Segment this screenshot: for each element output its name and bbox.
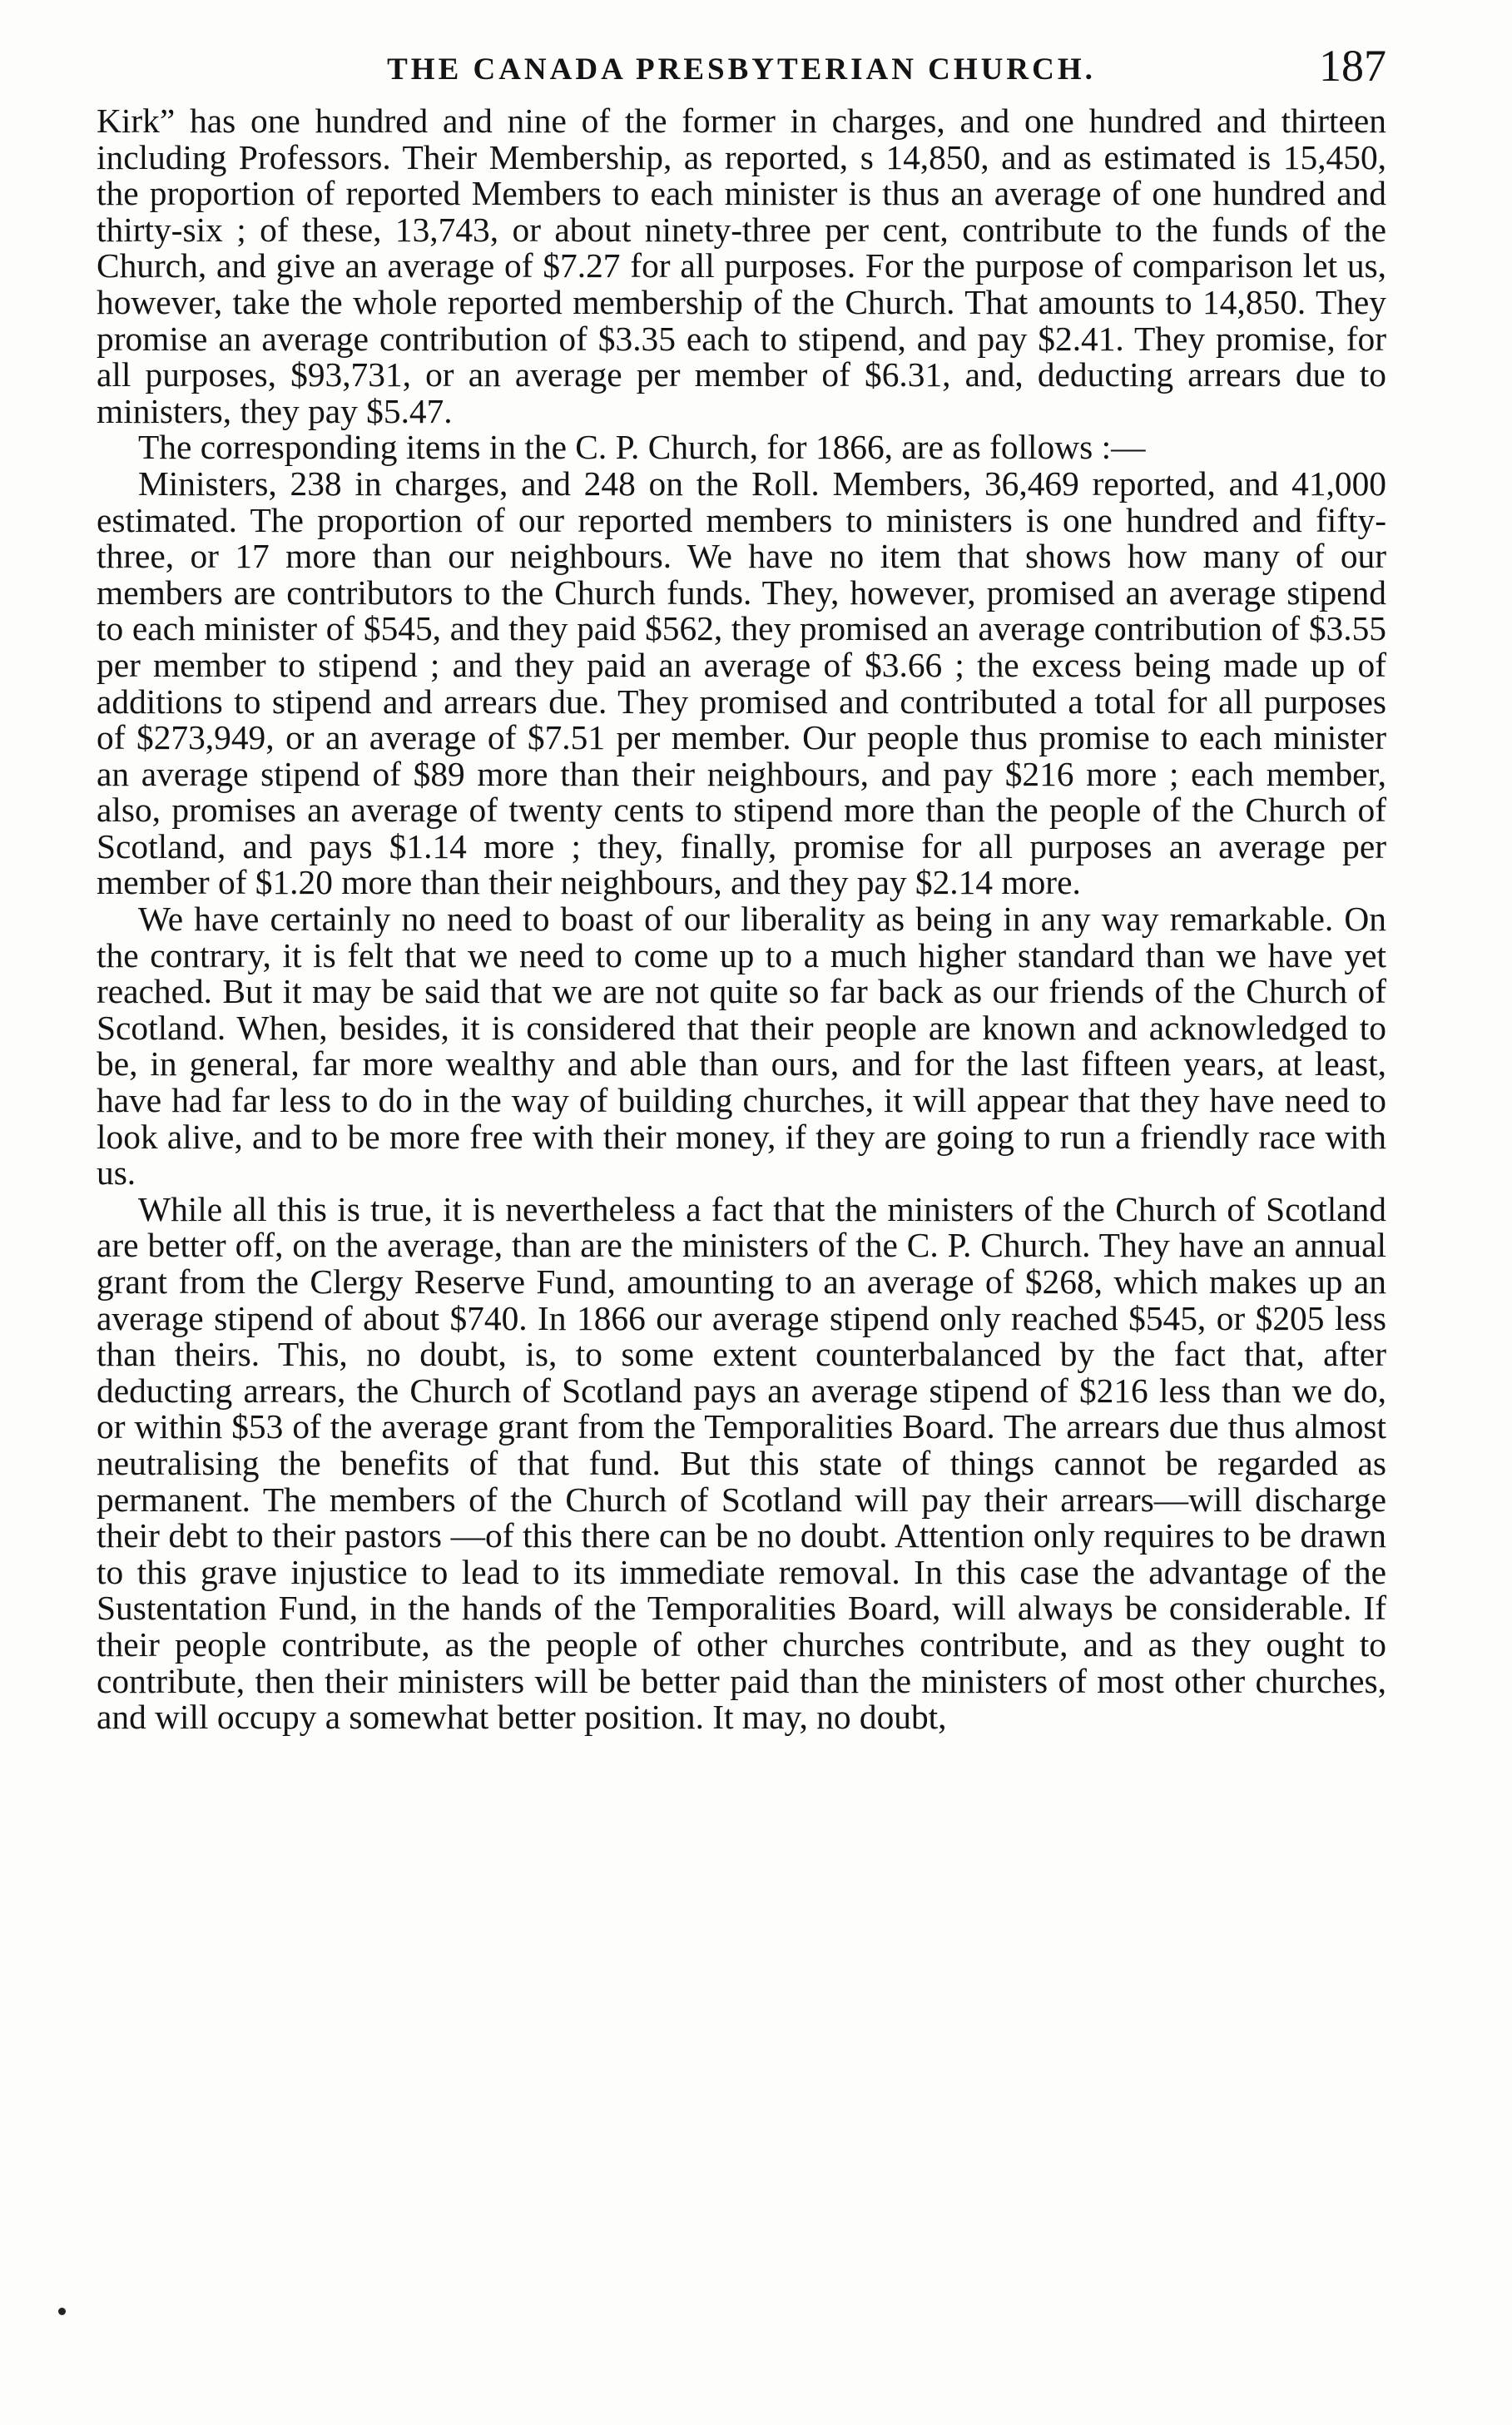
- paragraph-ministers-statistics: Ministers, 238 in charges, and 248 on the Roll. Members, 36,469 reported, and 41,000 estimated. The proportion of our reported members to ministers is one hundred and fifty-three, or 17 more than our neighbours. We have no item that shows how many of our members are contributors to the Church funds. They, however, promised an average stipend to each minister of $545, and they paid $562, they promised an average contribution of $3.55 per member to stipend ; and they paid an average of $3.66 ; the excess being made up of additions to stipend and arrears due. They promised and contributed a total for all purposes of $273,949, or an average of $7.51 per member. Our people thus promise to each minister an average stipend of $89 more than their neighbours, and pay $216 more ; each member, also, promises an average of twenty cents to stipend more than the people of the Church of Scotland, and pays $1.14 more ; they, finally, promise for all purposes an average per member of $1.20 more than their neighbours, and they pay $2.14 more.: [97, 464, 1386, 902]
- running-head: THE CANADA PRESBYTERIAN CHURCH.: [387, 52, 1096, 87]
- page-header: [97, 40, 1386, 98]
- paragraph-church-of-scotland: While all this is true, it is nevertheless a fact that the ministers of the Church of Scotland are better off, on the average, than are the ministers of the C. P. Church. They have an annual grant from the Clergy Reserve Fund, amounting to an average of $268, which makes up an average stipend of about $740. In 1866 our average stipend only reached $545, or $205 less than theirs. This, no doubt, is, to some extent counterbalanced by the fact that, after deducting arrears, the Church of Scotland pays an average stipend of $216 less than we do, or within $53 of the average grant from the Temporalities Board. The arrears due thus almost neutralising the benefits of that fund. But this state of things cannot be regarded as permanent. The members of the Church of Scotland will pay their arrears—will discharge their debt to their pastors —of this there can be no doubt. Attention only requires to be drawn to this grave injustice to lead to its immediate removal. In this case the advantage of the Sustentation Fund, in the hands of the Temporalities Board, will always be considerable. If their people contribute, as the people of other churches contribute, and as they ought to contribute, then their ministers will be better paid than the ministers of most other churches, and will occupy a somewhat better position. It may, no doubt,: [97, 1189, 1386, 1737]
- page-number: 187: [1319, 41, 1386, 91]
- paragraph-liberality: We have certainly no need to boast of our liberality as being in any way remarkable. On the contrary, it is felt that we need to come up to a much higher standard than we have yet reached. But it may be said that we are not quite so far back as our friends of the Church of Scotland. When, besides, it is considered that their people are known and acknowledged to be, in general, far more wealthy and able than ours, and for the last fifteen years, at least, have had far less to do in the way of building churches, it will appear that they have need to look alive, and to be more free with their money, if they are going to run a friendly race with us.: [97, 900, 1386, 1193]
- body-text: [97, 103, 1386, 1736]
- ink-spot: [58, 2308, 66, 2315]
- paragraph-corresponding-items: The corresponding items in the C. P. Church, for 1866, are as follows :—: [138, 428, 1146, 467]
- paragraph-continuation: Kirk” has one hundred and nine of the former in charges, and one hundred and thirteen including Professors. Their Membership, as reported, s 14,850, and as estimated is 15,450, the proportion of reported Members to each minister is thus an average of one hundred and thirty-six ; of these, 13,743, or about ninety-three per cent, contribute to the funds of the Church, and give an average of $7.27 for all purposes. For the purpose of comparison let us, however, take the whole reported membership of the Church. That amounts to 14,850. They promise an average contribution of $3.35 each to stipend, and pay $2.41. They promise, for all purposes, $93,731, or an average per member of $6.31, and, deducting arrears due to ministers, they pay $5.47.: [97, 102, 1386, 430]
